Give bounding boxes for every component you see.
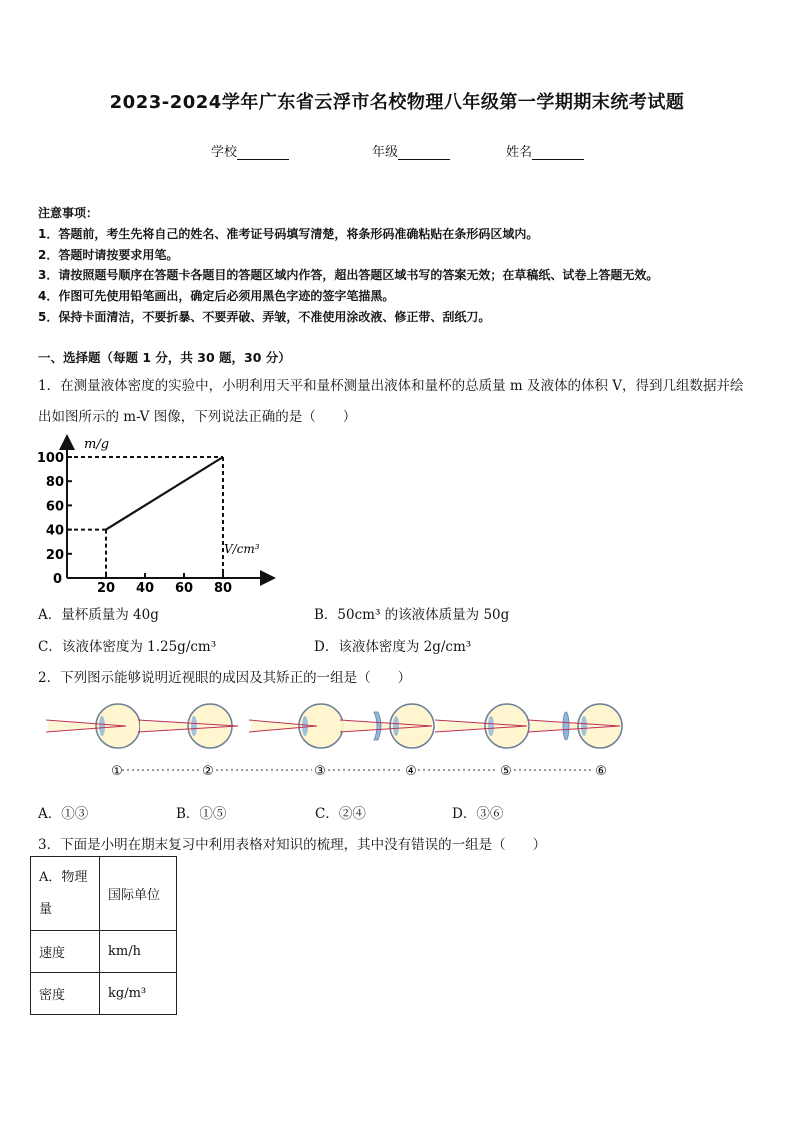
q1-line2: 出如图所示的 m-V 图像，下列说法正确的是（ ） — [38, 409, 357, 425]
crystalline-lens — [191, 716, 197, 736]
table-header-row — [31, 857, 177, 931]
q2-text: 2．下列图示能够说明近视眼的成因及其矫正的一组是（ ） — [38, 670, 412, 686]
note-item: 4．作图可先使用铅笔画出，确定后必须用黑色字迹的签字笔描黑。 — [38, 289, 395, 304]
q1-option-a[interactable]: A．量杯质量为 40g — [38, 607, 159, 623]
x-tick-label: 40 — [135, 581, 155, 596]
grade-field — [372, 141, 450, 160]
y-tick-label: 40 — [45, 523, 64, 539]
eye-diagram-2 — [138, 704, 238, 748]
school-blank[interactable] — [237, 145, 289, 160]
table-cell: 密度 — [31, 973, 100, 1015]
table-header-cell: 国际单位 — [100, 857, 177, 931]
eye-diagram-5 — [435, 704, 529, 748]
diagram-label-6: ⑥ — [595, 764, 607, 779]
note-item: 1．答题前，考生先将自己的姓名、准考证号码填写清楚，将条形码准确粘贴在条形码区域内。 — [38, 226, 539, 241]
crystalline-lens — [488, 716, 494, 736]
eye-diagram-6 — [528, 704, 622, 748]
grade-blank[interactable] — [398, 145, 450, 160]
table-cell: km/h — [100, 931, 177, 973]
y-tick-label: 60 — [45, 499, 64, 515]
name-blank[interactable] — [532, 145, 584, 160]
school-label: 学校 — [211, 145, 238, 160]
name-label: 姓名 — [506, 145, 533, 160]
q2-option-d[interactable]: D．③⑥ — [452, 806, 504, 822]
q3-text: 3．下面是小明在期末复习中利用表格对知识的梳理，其中没有错误的一组是（ ） — [38, 837, 547, 853]
x-tick-label: 60 — [174, 581, 194, 596]
diagram-label-2: ② — [202, 764, 214, 779]
mv-line — [106, 457, 223, 530]
diagram-label-1: ① — [111, 764, 123, 779]
y-tick-label: 20 — [45, 547, 64, 563]
x-axis-label: V/cm³ — [224, 542, 260, 556]
q2-option-c[interactable]: C．②④ — [315, 806, 366, 822]
q1-option-d[interactable]: D．该液体密度为 2g/cm³ — [314, 639, 472, 655]
crystalline-lens — [99, 716, 105, 736]
crystalline-lens — [581, 716, 587, 736]
y-axis-label: m/g — [84, 437, 110, 452]
page-title: 2023-2024学年广东省云浮市名校物理八年级第一学期期末统考试题 — [109, 92, 685, 113]
y-tick-label: 100 — [36, 451, 64, 466]
note-item: 5．保持卡面清洁，不要折暴、不要弄破、弄皱，不准使用涂改液、修正带、刮纸刀。 — [38, 309, 491, 324]
table-header-cell: A．物理量 — [31, 857, 100, 931]
name-field — [506, 141, 584, 160]
eye-diagrams — [46, 704, 622, 748]
school-field — [211, 141, 289, 160]
eye-diagram-1 — [46, 704, 140, 748]
q2-eye-diagram — [40, 700, 630, 784]
crystalline-lens — [393, 716, 399, 736]
x-tick-label: 80 — [213, 581, 233, 596]
q1-option-c[interactable]: C．该液体密度为 1.25g/cm³ — [38, 639, 217, 655]
diagram-label-3: ③ — [314, 764, 326, 779]
convex-lens — [563, 712, 569, 740]
origin-label: 0 — [52, 572, 62, 587]
q1-mv-chart — [36, 430, 280, 596]
note-item: 2．答题时请按要求用笔。 — [38, 247, 179, 262]
y-tick-label: 80 — [45, 475, 64, 491]
table-cell: 速度 — [31, 931, 100, 973]
eye-diagram-3 — [249, 704, 343, 748]
section-heading: 一、选择题（每题 1 分，共 30 题，30 分） — [38, 350, 291, 365]
x-tick-label: 20 — [96, 581, 116, 596]
q1-option-b[interactable]: B．50cm³ 的该液体质量为 50g — [314, 607, 510, 623]
guide-lines — [67, 457, 223, 578]
tick-marks — [66, 457, 223, 579]
q1-line1: 1．在测量液体密度的实验中，小明利用天平和量杯测量出液体和量杯的总质量 m 及液体的体积 V，得到几组数据并绘 — [38, 378, 744, 394]
x-tick-labels — [97, 581, 232, 596]
note-item: 3．请按照题号顺序在答题卡各题目的答题区域内作答，超出答题区域书写的答案无效；在草稿纸、试卷上答题无效。 — [38, 268, 659, 283]
table-row — [31, 973, 177, 1015]
diagram-label-5: ⑤ — [500, 764, 512, 779]
notes-heading: 注意事项： — [38, 206, 99, 220]
q2-option-a[interactable]: A．①③ — [38, 806, 89, 822]
diagram-label-4: ④ — [405, 764, 417, 779]
crystalline-lens — [302, 716, 308, 736]
q2-option-b[interactable]: B．①⑤ — [176, 806, 227, 822]
notes-block — [38, 203, 658, 328]
table-row — [31, 931, 177, 973]
q3-table — [30, 856, 177, 1015]
eye-diagram-4 — [340, 704, 434, 748]
table-cell: kg/m³ — [100, 973, 177, 1015]
y-tick-labels — [37, 451, 64, 563]
grade-label: 年级 — [372, 145, 399, 160]
